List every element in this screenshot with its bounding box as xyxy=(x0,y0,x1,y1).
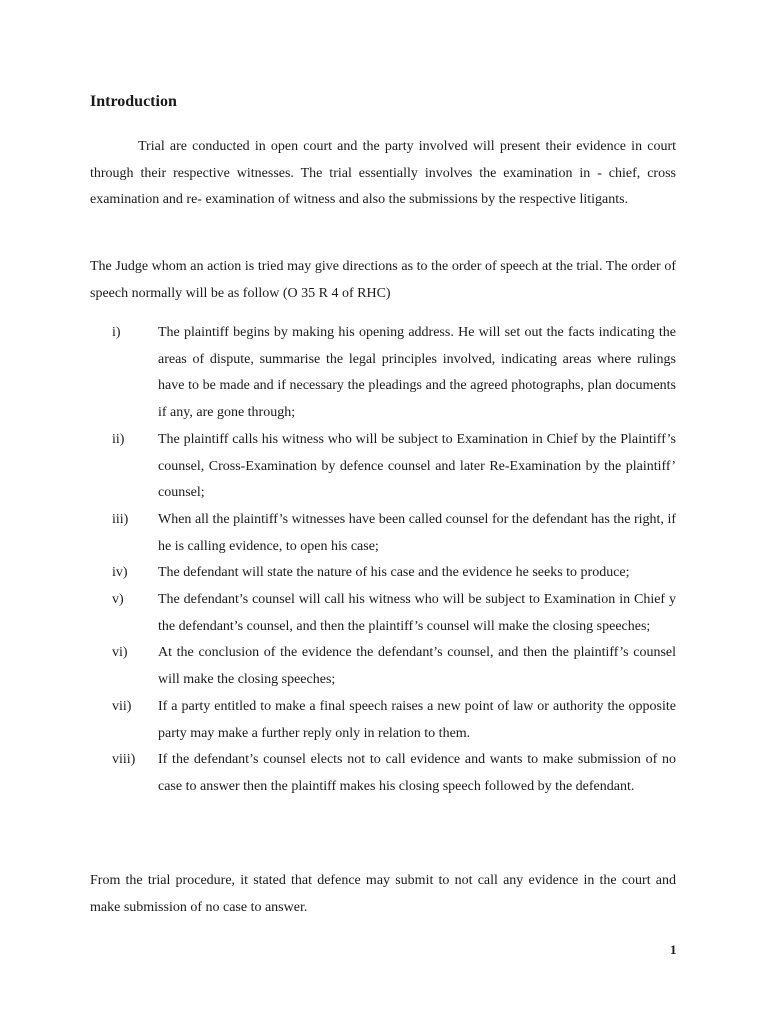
list-item-marker: vi) xyxy=(112,645,128,661)
list-item-text: At the conclusion of the evidence the defendant’s counsel, and then the plaintiff’s counsel will make the closing speeches; xyxy=(158,645,676,688)
list-item-marker: iv) xyxy=(112,565,128,581)
list-item-marker: v) xyxy=(112,592,124,608)
list-item-text: The plaintiff begins by making his opening address. He will set out the facts indicating the areas of dispute, summarise the legal principles involved, indicating areas where rulings have to be made and if necessary the pleadings and the agreed photographs, plan documents if any, are gone through; xyxy=(158,325,676,421)
order-of-speech-list xyxy=(90,320,676,801)
list-item-text: If the defendant’s counsel elects not to call evidence and wants to make submission of no case to answer then the plaintiff makes his closing speech followed by the defendant. xyxy=(158,752,676,794)
list-item xyxy=(90,560,676,587)
list-item xyxy=(90,640,676,693)
list-item-marker: ii) xyxy=(112,431,125,447)
page-number: 1 xyxy=(670,942,677,957)
list-item-text: If a party entitled to make a final speech raises a new point of law or authority the opposite party may make a further reply only in relation to them. xyxy=(158,698,676,741)
list-item xyxy=(90,427,676,507)
list-item-text: The defendant will state the nature of his case and the evidence he seeks to produce; xyxy=(158,565,630,581)
list-item-text: The plaintiff calls his witness who will be subject to Examination in Chief by the Plaintiff’s counsel, Cross-Examination by defence counsel and later Re-Examination by the plaintiff’ counsel; xyxy=(158,431,676,501)
list-item-text: When all the plaintiff’s witnesses have been called counsel for the defendant has the right, if he is calling evidence, to open his case; xyxy=(158,511,676,554)
list-item-text: The defendant’s counsel will call his witness who will be subject to Examination in Chief y the defendant’s counsel, and then the plaintiff’s counsel will make the closing speeches; xyxy=(158,592,676,634)
list-item-marker: iii) xyxy=(112,511,129,527)
closing-paragraph: From the trial procedure, it stated that defence may submit to not call any evidence in the court and make submission of no case to answer. xyxy=(90,873,676,915)
section-heading: Introduction xyxy=(90,93,177,110)
list-item-marker: viii) xyxy=(112,752,136,768)
intro-paragraph: Trial are conducted in open court and the party involved will present their evidence in court through their respective witnesses. The trial essentially involves the examination in - chief, cross examination and re- examination of witness and also the submissions by the respective litigants. xyxy=(90,139,676,208)
list-item xyxy=(90,587,676,640)
list-item xyxy=(90,320,676,427)
list-item-marker: i) xyxy=(112,325,121,340)
list-item xyxy=(90,694,676,747)
list-item xyxy=(90,747,676,800)
order-of-speech-paragraph: The Judge whom an action is tried may give directions as to the order of speech at the trial. The order of speech normally will be as follow (O 35 R 4 of RHC) xyxy=(90,259,676,301)
list-item-marker: vii) xyxy=(112,698,132,714)
list-item xyxy=(90,507,676,560)
